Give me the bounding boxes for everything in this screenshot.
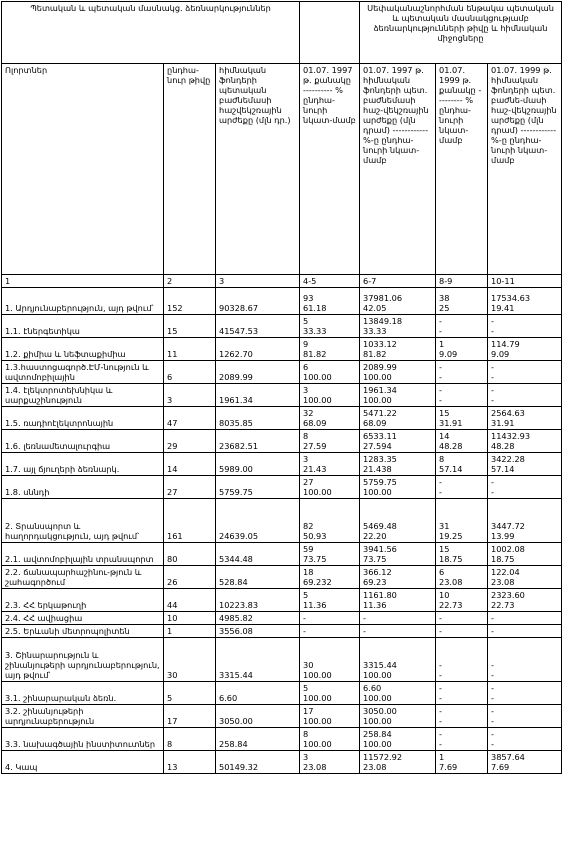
value-cell: 3556.08	[216, 625, 300, 638]
value-cell: 258.84	[216, 728, 300, 751]
col-8-9-cell: 1 9.09	[436, 338, 488, 361]
count-cell: 80	[164, 543, 216, 566]
col-6-7-cell: 258.84 100.00	[360, 728, 436, 751]
col-number: 6-7	[360, 275, 436, 288]
count-cell: 6	[164, 361, 216, 384]
col-4-5-cell: 18 69.232	[300, 566, 360, 589]
count-cell: 27	[164, 476, 216, 499]
header-count: ընդհա-նուր թիվը	[164, 64, 216, 275]
col-8-9-cell: - -	[436, 638, 488, 682]
col-10-11-cell: - -	[488, 638, 562, 682]
industry-cell: 3.1. շինարարական ձեռն.	[2, 682, 164, 705]
col-number: 4-5	[300, 275, 360, 288]
col-8-9-cell: 31 19.25	[436, 499, 488, 543]
col-10-11-cell: 3447.72 13.99	[488, 499, 562, 543]
header-blank	[300, 2, 360, 64]
col-4-5-cell: -	[300, 612, 360, 625]
col-10-11-cell: - -	[488, 315, 562, 338]
value-cell: 3050.00	[216, 705, 300, 728]
col-10-11-cell: - -	[488, 728, 562, 751]
table-row	[2, 430, 562, 453]
industry-cell: 3. Շինարարություն և շինանյութերի արդյունաբերություն, այդ թվում՝	[2, 638, 164, 682]
count-cell: 161	[164, 499, 216, 543]
col-8-9-cell: -	[436, 612, 488, 625]
industry-cell: 2.4. ՀՀ ավիացիա	[2, 612, 164, 625]
col-10-11-cell: - -	[488, 705, 562, 728]
count-cell: 30	[164, 638, 216, 682]
count-cell: 152	[164, 288, 216, 315]
industry-cell: 1.6. լեռնամետալուրգիա	[2, 430, 164, 453]
header-industry: Ոլորտներ	[2, 64, 164, 275]
col-8-9-cell: 15 18.75	[436, 543, 488, 566]
col-8-9-cell: 8 57.14	[436, 453, 488, 476]
table-row	[2, 453, 562, 476]
col-number: 8-9	[436, 275, 488, 288]
col-8-9-cell: 38 25	[436, 288, 488, 315]
value-cell: 5989.00	[216, 453, 300, 476]
col-4-5-cell: 9 81.82	[300, 338, 360, 361]
col-10-11-cell: 1002.08 18.75	[488, 543, 562, 566]
header-col-10-11: 01.07. 1999 թ. հիմնական ֆոնդերի պետ. բաժնե-մասի հաշ-վեկշռային արժեքը (մլն դրամ) ------------ %-ը ընդհա-նուրի նկատ-մամբ	[488, 64, 562, 275]
col-10-11-cell: 122.04 23.08	[488, 566, 562, 589]
col-8-9-cell: - -	[436, 361, 488, 384]
col-4-5-cell: 6 100.00	[300, 361, 360, 384]
value-cell: 24639.05	[216, 499, 300, 543]
col-6-7-cell: 11572.92 23.08	[360, 751, 436, 774]
industry-cell: 3.2. շինանյութերի արդյունաբերություն	[2, 705, 164, 728]
col-8-9-cell: - -	[436, 728, 488, 751]
table-row	[2, 728, 562, 751]
table-row	[2, 384, 562, 407]
header-col-8-9: 01.07. 1999 թ. քանակը --------- % ընդհա-նուրի նկատ-մամբ	[436, 64, 488, 275]
industry-cell: 1.3.հաստոցագործ.ԷՄ-նություն և ավտոմոբիլային	[2, 361, 164, 384]
col-4-5-cell: 8 27.59	[300, 430, 360, 453]
count-cell: 44	[164, 589, 216, 612]
count-cell: 5	[164, 682, 216, 705]
table-row	[2, 338, 562, 361]
header-privatization: Սեփականաշնորհման ենթակա պետական և պետական մասնակցությամբ ձեռնարկությունների թիվը և հիմնական միջոցները	[360, 2, 562, 64]
industry-cell: 1.7. այլ ճյուղերի ձեռնարկ.	[2, 453, 164, 476]
count-cell: 47	[164, 407, 216, 430]
col-8-9-cell: 10 22.73	[436, 589, 488, 612]
col-10-11-cell: -	[488, 612, 562, 625]
count-cell: 15	[164, 315, 216, 338]
header-value: հիմնական ֆոնդերի պետական բաժնեմասի հաշվեկշռային արժեքը (մլն դր.)	[216, 64, 300, 275]
col-10-11-cell: - -	[488, 476, 562, 499]
table-row	[2, 566, 562, 589]
value-cell: 2089.99	[216, 361, 300, 384]
col-6-7-cell: 366.12 69.23	[360, 566, 436, 589]
col-6-7-cell: 5759.75 100.00	[360, 476, 436, 499]
count-cell: 14	[164, 453, 216, 476]
col-10-11-cell: 2564.63 31.91	[488, 407, 562, 430]
col-10-11-cell: 3422.28 57.14	[488, 453, 562, 476]
col-8-9-cell: - -	[436, 384, 488, 407]
col-4-5-cell: 3 21.43	[300, 453, 360, 476]
count-cell: 26	[164, 566, 216, 589]
col-10-11-cell: 11432.93 48.28	[488, 430, 562, 453]
table-row	[2, 589, 562, 612]
table-row	[2, 638, 562, 682]
col-4-5-cell: 5 33.33	[300, 315, 360, 338]
col-4-5-cell: 5 11.36	[300, 589, 360, 612]
industry-cell: 3.3. նախագծային ինստիտուտներ	[2, 728, 164, 751]
col-8-9-cell: - -	[436, 476, 488, 499]
col-6-7-cell: 13849.18 33.33	[360, 315, 436, 338]
table-row	[2, 407, 562, 430]
col-6-7-cell: 5471.22 68.09	[360, 407, 436, 430]
table-row	[2, 315, 562, 338]
col-number: 2	[164, 275, 216, 288]
col-8-9-cell: - -	[436, 315, 488, 338]
col-4-5-cell: 17 100.00	[300, 705, 360, 728]
col-4-5-cell: 30 100.00	[300, 638, 360, 682]
value-cell: 41547.53	[216, 315, 300, 338]
col-10-11-cell: -	[488, 625, 562, 638]
industry-cell: 4. Կապ	[2, 751, 164, 774]
col-4-5-cell: 3 100.00	[300, 384, 360, 407]
count-cell: 3	[164, 384, 216, 407]
col-6-7-cell: 3050.00 100.00	[360, 705, 436, 728]
header-col-6-7: 01.07. 1997 թ. հիմնական ֆոնդերի պետ. բաժնեմասի հաշ-վեկշռային արժեքը (մլն դրամ) ------------ %-ը ընդհա-նուրի նկատ-մամբ	[360, 64, 436, 275]
value-cell: 5344.48	[216, 543, 300, 566]
industry-cell: 1.5. ռադիոէլեկտրոնային	[2, 407, 164, 430]
industry-cell: 1.8. սննդի	[2, 476, 164, 499]
value-cell: 10223.83	[216, 589, 300, 612]
col-10-11-cell: 114.79 9.09	[488, 338, 562, 361]
col-6-7-cell: 2089.99 100.00	[360, 361, 436, 384]
col-8-9-cell: - -	[436, 705, 488, 728]
industry-cell: 2.1. ավտոմոբիլային տրանսպորտ	[2, 543, 164, 566]
col-6-7-cell: -	[360, 612, 436, 625]
table-row	[2, 682, 562, 705]
col-10-11-cell: - -	[488, 682, 562, 705]
col-6-7-cell: 6533.11 27.594	[360, 430, 436, 453]
col-8-9-cell: 6 23.08	[436, 566, 488, 589]
value-cell: 4985.82	[216, 612, 300, 625]
industry-cell: 1. Արդյունաբերություն, այդ թվում՝	[2, 288, 164, 315]
count-cell: 13	[164, 751, 216, 774]
header-col-4-5: 01.07. 1997 թ. քանակը ---------- % ընդհա-նուրի նկատ-մամբ	[300, 64, 360, 275]
col-6-7-cell: 5469.48 22.20	[360, 499, 436, 543]
table-row	[2, 499, 562, 543]
col-4-5-cell: 5 100.00	[300, 682, 360, 705]
col-6-7-cell: 1961.34 100.00	[360, 384, 436, 407]
col-6-7-cell: 1283.35 21.438	[360, 453, 436, 476]
value-cell: 5759.75	[216, 476, 300, 499]
table-row	[2, 543, 562, 566]
count-cell: 1	[164, 625, 216, 638]
count-cell: 10	[164, 612, 216, 625]
col-8-9-cell: - -	[436, 682, 488, 705]
value-cell: 90328.67	[216, 288, 300, 315]
industry-cell: 1.4. էլեկտրոտեխնիկա և սարքաշինություն	[2, 384, 164, 407]
value-cell: 23682.51	[216, 430, 300, 453]
col-10-11-cell: - -	[488, 361, 562, 384]
industry-cell: 1.2. քիմիա և նեֆտաքիմիա	[2, 338, 164, 361]
value-cell: 1262.70	[216, 338, 300, 361]
col-4-5-cell: 27 100.00	[300, 476, 360, 499]
col-4-5-cell: 32 68.09	[300, 407, 360, 430]
col-4-5-cell: 82 50.93	[300, 499, 360, 543]
col-8-9-cell: 15 31.91	[436, 407, 488, 430]
col-4-5-cell: -	[300, 625, 360, 638]
value-cell: 528.84	[216, 566, 300, 589]
industry-cell: 2.2. ճանապարհաշինու-թյուն և շահագործում	[2, 566, 164, 589]
col-10-11-cell: 3857.64 7.69	[488, 751, 562, 774]
col-6-7-cell: 1161.80 11.36	[360, 589, 436, 612]
col-10-11-cell: 2323.60 22.73	[488, 589, 562, 612]
col-6-7-cell: 6.60 100.00	[360, 682, 436, 705]
col-number: 10-11	[488, 275, 562, 288]
value-cell: 3315.44	[216, 638, 300, 682]
table-row	[2, 361, 562, 384]
col-4-5-cell: 59 73.75	[300, 543, 360, 566]
table-row	[2, 751, 562, 774]
value-cell: 50149.32	[216, 751, 300, 774]
col-number: 1	[2, 275, 164, 288]
col-6-7-cell: 3941.56 73.75	[360, 543, 436, 566]
table-row	[2, 288, 562, 315]
col-8-9-cell: 1 7.69	[436, 751, 488, 774]
col-8-9-cell: 14 48.28	[436, 430, 488, 453]
table-row	[2, 705, 562, 728]
table-row	[2, 476, 562, 499]
col-4-5-cell: 8 100.00	[300, 728, 360, 751]
column-number-row	[2, 275, 562, 288]
col-number: 3	[216, 275, 300, 288]
value-cell: 8035.85	[216, 407, 300, 430]
col-6-7-cell: 1033.12 81.82	[360, 338, 436, 361]
col-6-7-cell: 37981.06 42.05	[360, 288, 436, 315]
table-row	[2, 625, 562, 638]
col-10-11-cell: 17534.63 19.41	[488, 288, 562, 315]
count-cell: 29	[164, 430, 216, 453]
value-cell: 1961.34	[216, 384, 300, 407]
count-cell: 11	[164, 338, 216, 361]
industry-cell: 2.5. Երևանի մետրոպոլիտեն	[2, 625, 164, 638]
count-cell: 17	[164, 705, 216, 728]
value-cell: 6.60	[216, 682, 300, 705]
count-cell: 8	[164, 728, 216, 751]
header-state-enterprises: Պետական և պետական մասնակց. ձեռնարկություններ	[2, 2, 300, 64]
privatization-table	[1, 1, 562, 774]
col-6-7-cell: 3315.44 100.00	[360, 638, 436, 682]
col-4-5-cell: 3 23.08	[300, 751, 360, 774]
industry-cell: 1.1. էներգետիկա	[2, 315, 164, 338]
col-4-5-cell: 93 61.18	[300, 288, 360, 315]
col-6-7-cell: -	[360, 625, 436, 638]
industry-cell: 2.3. ՀՀ երկաթուղի	[2, 589, 164, 612]
table-row	[2, 612, 562, 625]
industry-cell: 2. Տրանսպորտ և հաղորդակցություն, այդ թվում՝	[2, 499, 164, 543]
col-10-11-cell: - -	[488, 384, 562, 407]
col-8-9-cell: -	[436, 625, 488, 638]
